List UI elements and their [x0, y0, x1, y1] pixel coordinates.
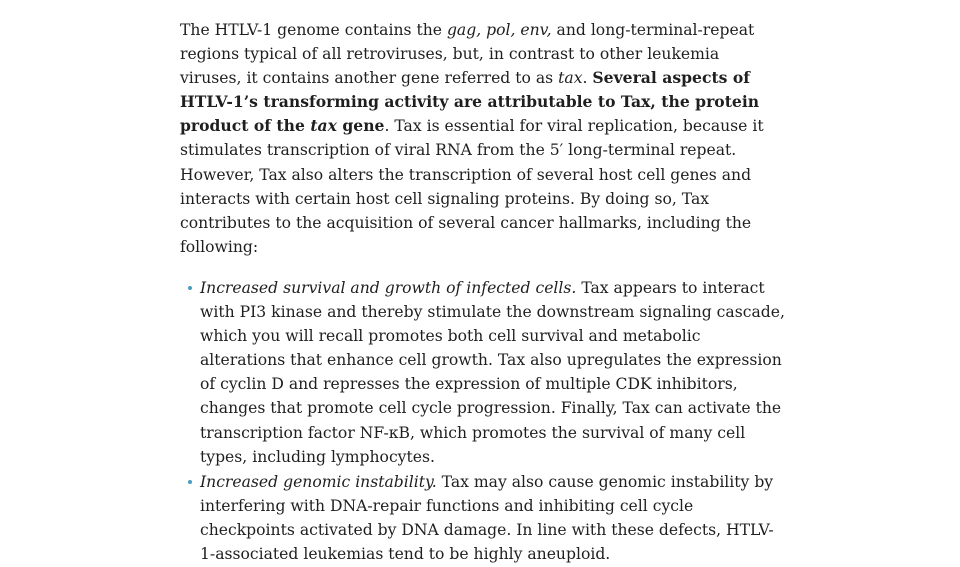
list-item-heading: Increased survival and growth of infected cells. [200, 278, 577, 297]
list-item-text: Tax may also cause genomic instability by interfering with DNA-repair functions and inhibiting cell cycle checkpoints activated by DNA damage. In line with these defects, HTLV-1-associated leukemias tend to be highly aneuploid. [200, 472, 774, 563]
hallmarks-list [180, 276, 785, 566]
intro-emphasis-text-1: Several aspects of HTLV-1’s transforming activity are attributable to Tax, the protein product of the [180, 68, 760, 136]
intro-text-4: . Tax is essential for viral replication, because it stimulates transcription of viral RNA from the 5′ long-terminal repeat. However, Tax also alters the transcription of several host cell genes and interacts with certain host cell signaling proteins. By doing so, Tax contributes to the acquisition of several cancer hallmarks, including the following: [180, 117, 764, 256]
intro-text-2: and long-terminal-repeat regions typical of all retroviruses, but, in contrast to other leukemia viruses, it contains another gene referred to as [180, 21, 755, 88]
intro-tax-gene: tax [558, 69, 583, 88]
intro-text-3: . [582, 69, 593, 88]
intro-emphasis-text-2: gene [336, 116, 385, 136]
list-item-heading: Increased genomic instability. [200, 472, 437, 491]
intro-emphasis-tax: tax [310, 116, 337, 136]
bullet-dot-icon [188, 286, 192, 290]
intro-text-1: The HTLV-1 genome contains the [180, 21, 447, 39]
list-item-text: Tax appears to interact with PI3 kinase and thereby stimulate the downstream signaling cascade, which you will recall promotes both cell survival and metabolic alterations that enhance cell growth. Tax also upregulates the expression of cyclin D and represses the expression of multiple CDK inhibitors, changes that promote cell cycle progression. Finally, Tax can activate the transcription factor NF-κB, which promotes the survival of many cell types, including lymphocytes. [200, 278, 785, 466]
intro-gene-list: gag, pol, env, [446, 21, 552, 39]
list-item [180, 276, 785, 469]
bullet-dot-icon [188, 480, 192, 484]
intro-paragraph [180, 18, 785, 259]
list-item [180, 470, 785, 566]
document-body [180, 18, 785, 567]
